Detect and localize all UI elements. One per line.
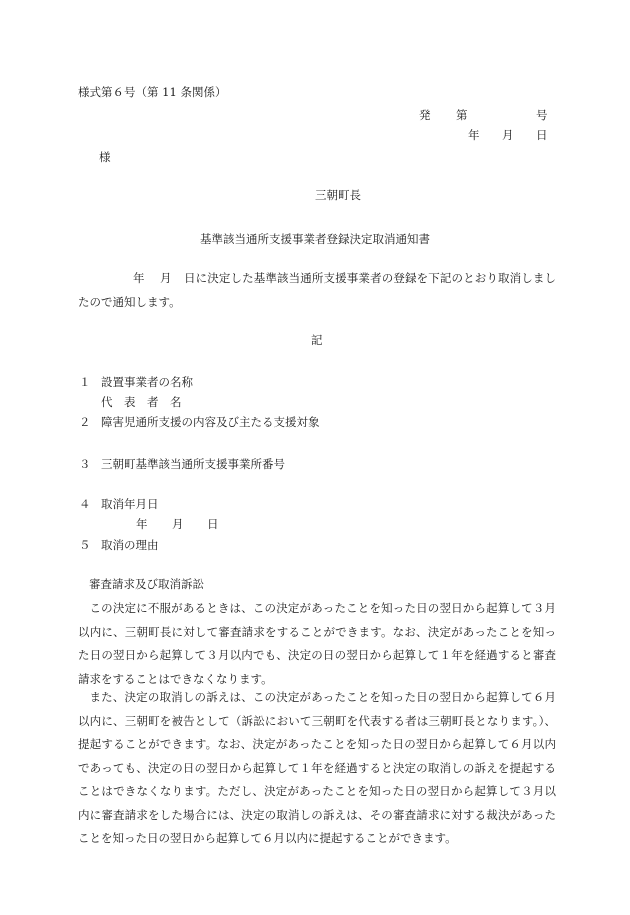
item-4-number: ４ — [79, 497, 91, 511]
intro-month: 月 — [160, 271, 172, 285]
item-5-label: 取消の理由 — [101, 538, 159, 552]
item-5-number: ５ — [79, 538, 91, 552]
addressee-suffix: 様 — [99, 150, 111, 164]
sender: 三朝町長 — [315, 188, 361, 202]
item-4-day: 日 — [207, 517, 219, 531]
date-day: 日 — [536, 128, 548, 142]
item-2-number: ２ — [79, 415, 91, 429]
item-2-label: 障害児通所支援の内容及び主たる支援対象 — [101, 415, 320, 429]
date-month: 月 — [502, 128, 514, 142]
item-4-label: 取消年月日 — [101, 497, 159, 511]
intro-year: 年 — [133, 271, 145, 285]
doc-number-prefix: 発 — [419, 108, 431, 122]
appeal-paragraph-1: この決定に不服があるときは、この決定があったことを知った日の翌日から起算して３月以内に、三朝町長に対して審査請求をすることができます。なお、決定があったことを知った日の翌日から起算して３月以内でも、決定の日の翌日から起算して１年を経過すると審査請求をすることはできなくなります。 — [78, 601, 556, 686]
item-3-number: ３ — [79, 457, 91, 471]
item-1-sublabel: 代 表 者 名 — [101, 395, 182, 409]
item-3-label: 三朝町基準該当通所支援事業所番号 — [101, 457, 285, 471]
appeal-heading: 審査請求及び取消訴訟 — [89, 577, 204, 591]
ki-marker: 記 — [311, 333, 323, 347]
document-title: 基準該当通所支援事業者登録決定取消通知書 — [200, 232, 430, 246]
date-year: 年 — [468, 128, 480, 142]
form-id: 様式第６号（第 11 条関係） — [78, 85, 227, 99]
item-1-label: 設置事業者の名称 — [101, 375, 193, 389]
item-4-year: 年 — [136, 517, 148, 531]
intro-text: 日に決定した基準該当通所支援事業者の登録を下記のとおり取消しましたので通知します。 — [78, 271, 556, 309]
doc-number-dai: 第 — [456, 108, 468, 122]
appeal-paragraph-2: また、決定の取消しの訴えは、この決定があったことを知った日の翌日から起算して６月以内に、三朝町を被告として（訴訟において三朝町を代表する者は三朝町長となります。）、提起することができます。なお、決定があったことを知った日の翌日から起算して６月以内であっても、決定の日の翌日から起算して１年を経過すると決定の取消しの訴えを提起することはできなくなります。ただし、決定があったことを知った日の翌日から起算して３月以内に審査請求をした場合には、決定の取消しの訴えは、その審査請求に対する裁決があったことを知った日の翌日から起算して６月以内に提起することができます。 — [78, 690, 556, 845]
item-1-number: １ — [79, 375, 91, 389]
item-4-month: 月 — [172, 517, 184, 531]
doc-number-go: 号 — [536, 108, 548, 122]
